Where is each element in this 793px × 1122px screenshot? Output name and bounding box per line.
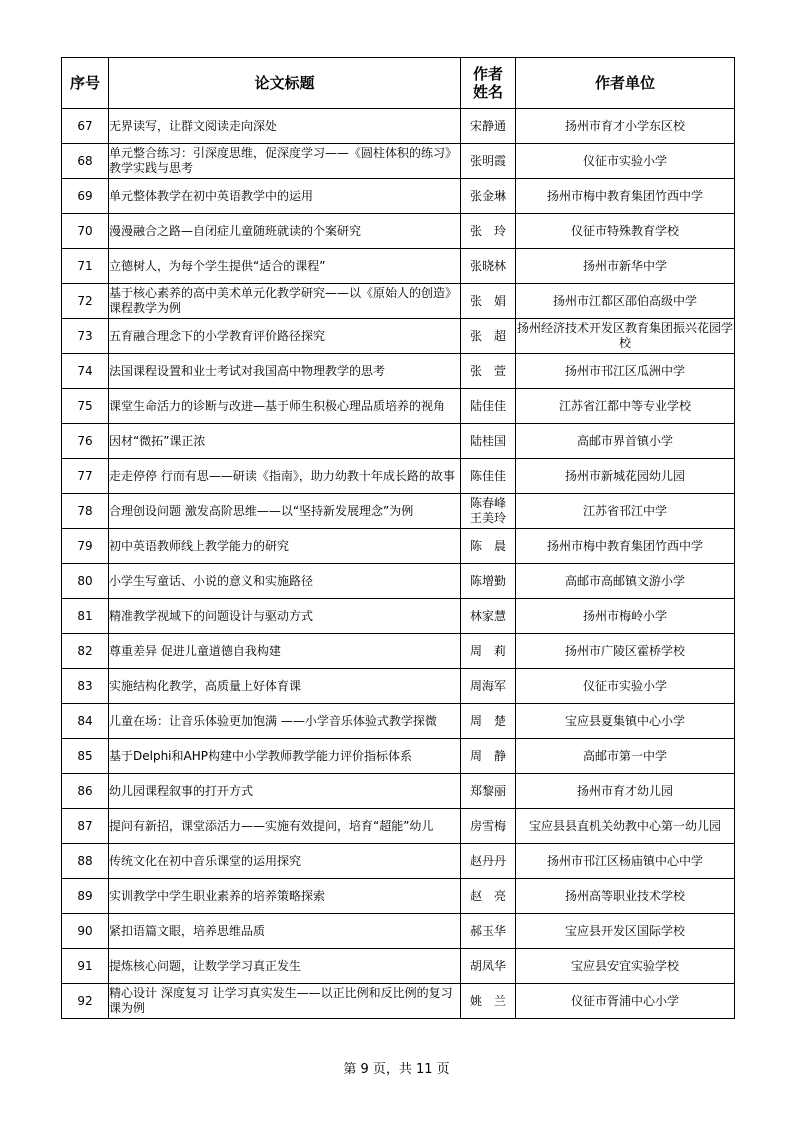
author-name: 姚 兰: [461, 984, 516, 1019]
table-row: [62, 109, 735, 144]
row-number: 73: [62, 319, 109, 354]
author-unit: 高邮市界首镇小学: [516, 424, 735, 459]
row-number: 71: [62, 249, 109, 284]
author-unit: 仪征市实验小学: [516, 144, 735, 179]
table-row: [62, 529, 735, 564]
paper-title: 基于Delphi和AHP构建中小学教师教学能力评价指标体系: [109, 739, 461, 774]
table-row: [62, 284, 735, 319]
paper-title: 课堂生命活力的诊断与改进—基于师生积极心理品质培养的视角: [109, 389, 461, 424]
row-number: 86: [62, 774, 109, 809]
row-number: 91: [62, 949, 109, 984]
author-unit: 扬州市广陵区霍桥学校: [516, 634, 735, 669]
row-number: 88: [62, 844, 109, 879]
header-author: [461, 58, 516, 109]
author-name: 张 萱: [461, 354, 516, 389]
author-name: 陈春峰 王美玲: [461, 494, 516, 529]
table-row: [62, 354, 735, 389]
table-row: [62, 424, 735, 459]
paper-title: 幼儿园课程叙事的打开方式: [109, 774, 461, 809]
table-row: [62, 949, 735, 984]
paper-title: 实施结构化教学，高质量上好体育课: [109, 669, 461, 704]
author-name: 张金琳: [461, 179, 516, 214]
row-number: 87: [62, 809, 109, 844]
paper-title: 单元整体教学在初中英语教学中的运用: [109, 179, 461, 214]
author-unit: 扬州市梅岭小学: [516, 599, 735, 634]
table-row: [62, 459, 735, 494]
author-name: 张晓林: [461, 249, 516, 284]
author-unit: 江苏省邗江中学: [516, 494, 735, 529]
table-row: [62, 144, 735, 179]
paper-title: 提问有新招，课堂添活力——实施有效提问，培育“超能”幼儿: [109, 809, 461, 844]
author-name: 林家慧: [461, 599, 516, 634]
header-title: 论文标题: [109, 58, 461, 109]
author-name: 郝玉华: [461, 914, 516, 949]
row-number: 80: [62, 564, 109, 599]
row-number: 90: [62, 914, 109, 949]
author-unit: 扬州市邗江区瓜洲中学: [516, 354, 735, 389]
author-unit: 仪征市胥浦中心小学: [516, 984, 735, 1019]
author-unit: 江苏省江都中等专业学校: [516, 389, 735, 424]
header-author-line2: 姓名: [472, 83, 503, 101]
author-name: 周海军: [461, 669, 516, 704]
paper-title: 法国课程设置和业士考试对我国高中物理教学的思考: [109, 354, 461, 389]
row-number: 83: [62, 669, 109, 704]
author-name: 周 楚: [461, 704, 516, 739]
paper-title: 五育融合理念下的小学教育评价路径探究: [109, 319, 461, 354]
row-number: 67: [62, 109, 109, 144]
paper-title: 紧扣语篇文眼，培养思维品质: [109, 914, 461, 949]
paper-title: 精准教学视域下的问题设计与驱动方式: [109, 599, 461, 634]
row-number: 82: [62, 634, 109, 669]
paper-title: 漫漫融合之路—自闭症儿童随班就读的个案研究: [109, 214, 461, 249]
row-number: 75: [62, 389, 109, 424]
paper-title: 因材“微拓”课正浓: [109, 424, 461, 459]
row-number: 84: [62, 704, 109, 739]
paper-title: 单元整合练习：引深度思维，促深度学习——《圆柱体积的练习》教学实践与思考: [109, 144, 461, 179]
author-unit: 扬州市江都区邵伯高级中学: [516, 284, 735, 319]
author-unit: 扬州市育才小学东区校: [516, 109, 735, 144]
author-unit: 宝应县开发区国际学校: [516, 914, 735, 949]
paper-title: 无界读写，让群文阅读走向深处: [109, 109, 461, 144]
author-name: 陆桂国: [461, 424, 516, 459]
author-name: 张 玲: [461, 214, 516, 249]
table-row: [62, 984, 735, 1019]
table-row: [62, 809, 735, 844]
row-number: 76: [62, 424, 109, 459]
row-number: 92: [62, 984, 109, 1019]
table-row: [62, 774, 735, 809]
author-unit: 宝应县夏集镇中心小学: [516, 704, 735, 739]
row-number: 68: [62, 144, 109, 179]
table-row: [62, 704, 735, 739]
paper-title: 传统文化在初中音乐课堂的运用探究: [109, 844, 461, 879]
author-unit: 扬州市新城花园幼儿园: [516, 459, 735, 494]
row-number: 85: [62, 739, 109, 774]
table-row: [62, 879, 735, 914]
author-unit: 扬州市梅中教育集团竹西中学: [516, 179, 735, 214]
paper-title: 儿童在场：让音乐体验更加饱满 ——小学音乐体验式教学探微: [109, 704, 461, 739]
author-name: 周 莉: [461, 634, 516, 669]
table-row: [62, 844, 735, 879]
row-number: 89: [62, 879, 109, 914]
author-name: 张明霞: [461, 144, 516, 179]
author-unit: 扬州市新华中学: [516, 249, 735, 284]
paper-title: 初中英语教师线上教学能力的研究: [109, 529, 461, 564]
header-unit: 作者单位: [516, 58, 735, 109]
author-unit: 扬州市育才幼儿园: [516, 774, 735, 809]
author-name: 陈佳佳: [461, 459, 516, 494]
author-unit: 扬州经济技术开发区教育集团振兴花园学校: [516, 319, 735, 354]
row-number: 77: [62, 459, 109, 494]
table-body: [62, 109, 735, 1019]
author-name: 陈增勤: [461, 564, 516, 599]
author-name: 张 超: [461, 319, 516, 354]
paper-title: 基于核心素养的高中美术单元化教学研究——以《原始人的创造》课程教学为例: [109, 284, 461, 319]
author-name: 宋静通: [461, 109, 516, 144]
table-row: [62, 179, 735, 214]
row-number: 72: [62, 284, 109, 319]
author-unit: 宝应县县直机关幼教中心第一幼儿园: [516, 809, 735, 844]
table-row: [62, 494, 735, 529]
author-name: 郑黎丽: [461, 774, 516, 809]
table-row: [62, 389, 735, 424]
table-row: [62, 634, 735, 669]
author-unit: 高邮市高邮镇文游小学: [516, 564, 735, 599]
author-name: 赵 亮: [461, 879, 516, 914]
author-unit: 宝应县安宜实验学校: [516, 949, 735, 984]
row-number: 70: [62, 214, 109, 249]
header-num: 序号: [62, 58, 109, 109]
author-name: 张 娟: [461, 284, 516, 319]
paper-title: 尊重差异 促进儿童道德自我构建: [109, 634, 461, 669]
author-unit: 仪征市实验小学: [516, 669, 735, 704]
table-header-row: [62, 58, 735, 109]
header-author-line1: 作者: [472, 65, 503, 83]
paper-title: 走走停停 行而有思——研读《指南》，助力幼教十年成长路的故事: [109, 459, 461, 494]
paper-title: 提炼核心问题，让数学学习真正发生: [109, 949, 461, 984]
author-unit: 扬州市邗江区杨庙镇中心中学: [516, 844, 735, 879]
row-number: 74: [62, 354, 109, 389]
paper-title: 合理创设问题 激发高阶思维——以“坚持新发展理念”为例: [109, 494, 461, 529]
page-footer: 第 9 页，共 11 页: [343, 1062, 450, 1077]
author-name: 赵丹丹: [461, 844, 516, 879]
row-number: 78: [62, 494, 109, 529]
table-row: [62, 599, 735, 634]
paper-title: 精心设计 深度复习 让学习真实发生——以正比例和反比例的复习课为例: [109, 984, 461, 1019]
author-name: 房雪梅: [461, 809, 516, 844]
author-name: 胡凤华: [461, 949, 516, 984]
author-unit: 扬州高等职业技术学校: [516, 879, 735, 914]
paper-list-table: [61, 57, 735, 1019]
author-unit: 扬州市梅中教育集团竹西中学: [516, 529, 735, 564]
row-number: 81: [62, 599, 109, 634]
table-row: [62, 249, 735, 284]
table-row: [62, 214, 735, 249]
author-name: 陆佳佳: [461, 389, 516, 424]
author-unit: 仪征市特殊教育学校: [516, 214, 735, 249]
paper-title: 实训教学中学生职业素养的培养策略探索: [109, 879, 461, 914]
table-row: [62, 319, 735, 354]
author-name: 周 静: [461, 739, 516, 774]
paper-title: 立德树人，为每个学生提供“适合的课程”: [109, 249, 461, 284]
paper-title: 小学生写童话、小说的意义和实施路径: [109, 564, 461, 599]
table-row: [62, 739, 735, 774]
row-number: 69: [62, 179, 109, 214]
row-number: 79: [62, 529, 109, 564]
table-row: [62, 669, 735, 704]
table-row: [62, 564, 735, 599]
table-row: [62, 914, 735, 949]
author-name: 陈 晨: [461, 529, 516, 564]
author-unit: 高邮市第一中学: [516, 739, 735, 774]
